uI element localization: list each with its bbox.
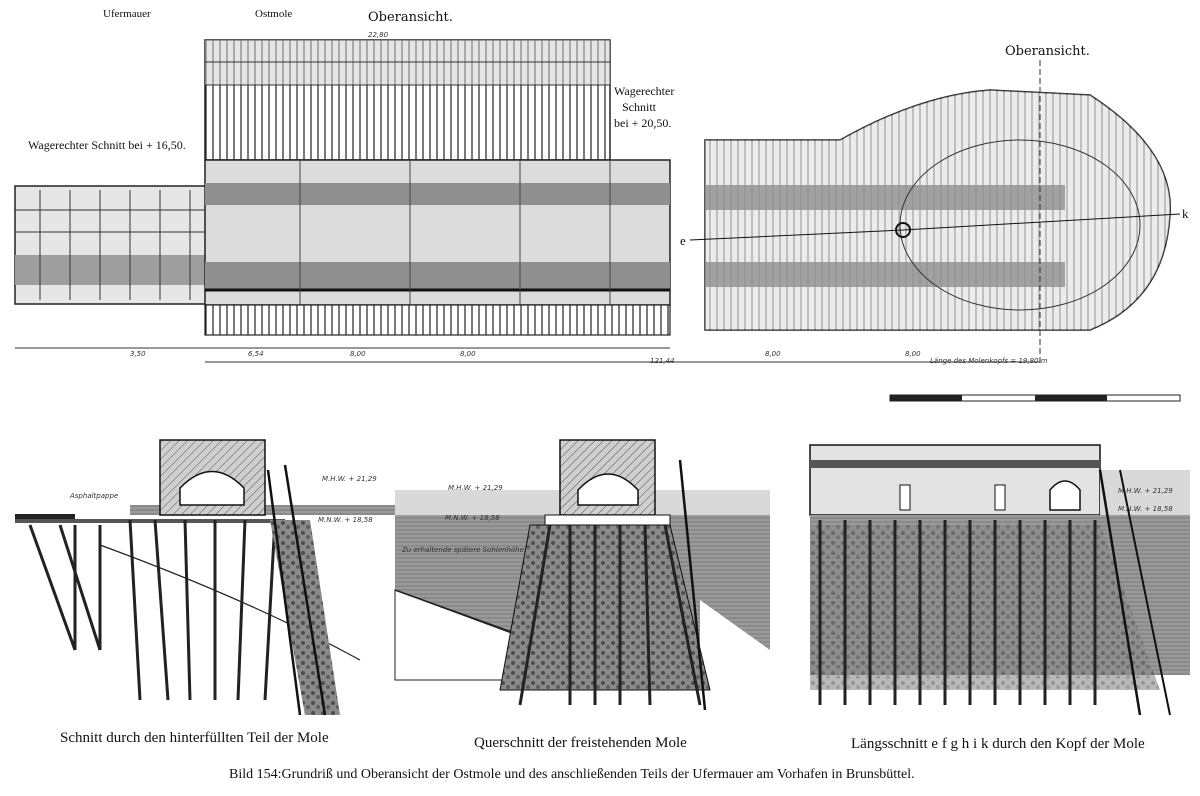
label-point-k: k (1182, 206, 1189, 221)
dim-label: 8,00 (765, 350, 781, 358)
label-mnw-1: M.N.W. + 18,58 (318, 516, 373, 524)
section-3 (810, 445, 1190, 715)
figure-caption: Bild 154:Grundriß und Oberansicht der Ostmole und des anschließenden Teils der Ufermauer am Vorhafen in Brunsbüttel. (229, 767, 915, 782)
ufermauer-plan (15, 186, 210, 304)
pile-row-bottom (205, 305, 670, 335)
label-mnw-3: M.N.W. + 18,58 (1118, 505, 1173, 513)
asphalt-slab (15, 514, 75, 519)
dim-label: 22,80 (368, 31, 389, 39)
label-mhw-1: M.H.W. + 21,29 (322, 475, 377, 483)
dim-label: 3,50 (130, 350, 146, 358)
title-oberansicht-left: Oberansicht. (368, 10, 453, 25)
label-mhw-3: M.H.W. + 21,29 (1118, 487, 1173, 495)
dim-label: 121,44 (650, 357, 675, 365)
dim-label: 8,00 (905, 350, 921, 358)
label-mnw-2: M.N.W. + 18,58 (445, 514, 500, 522)
label-point-e: e (680, 233, 686, 248)
label-wagerechter-20-1: Wagerechter (614, 84, 675, 98)
label-asphaltpappe: Asphaltpappe (70, 492, 119, 500)
label-ground-2: Zu erhaltende spätere Sohlenhöhe (402, 546, 524, 554)
label-mhw-2: M.H.W. + 21,29 (448, 484, 503, 492)
dim-label: 6,54 (248, 350, 264, 358)
label-ostmole: Ostmole (255, 8, 293, 20)
label-wagerechter-20-2: Schnitt (622, 100, 657, 114)
plan-right (690, 60, 1180, 401)
dim-label: 8,00 (350, 350, 366, 358)
section-1 (15, 440, 460, 715)
caption-section-3: Längsschnitt e f g h i k durch den Kopf der Mole (851, 736, 1145, 752)
caption-section-1: Schnitt durch den hinterfüllten Teil der Mole (60, 730, 329, 746)
caption-section-2: Querschnitt der freistehenden Mole (474, 735, 687, 751)
dim-label: Länge des Molenkopfs = 19,80 m (930, 357, 1048, 365)
section-2 (395, 440, 770, 710)
title-oberansicht-right: Oberansicht. (1005, 44, 1090, 59)
label-wagerechter-20-3: bei + 20,50. (614, 116, 672, 130)
label-wagerechter-16: Wagerechter Schnitt bei + 16,50. (28, 138, 186, 152)
dim-label: 8,00 (460, 350, 476, 358)
label-ufermauer: Ufermauer (103, 8, 151, 20)
